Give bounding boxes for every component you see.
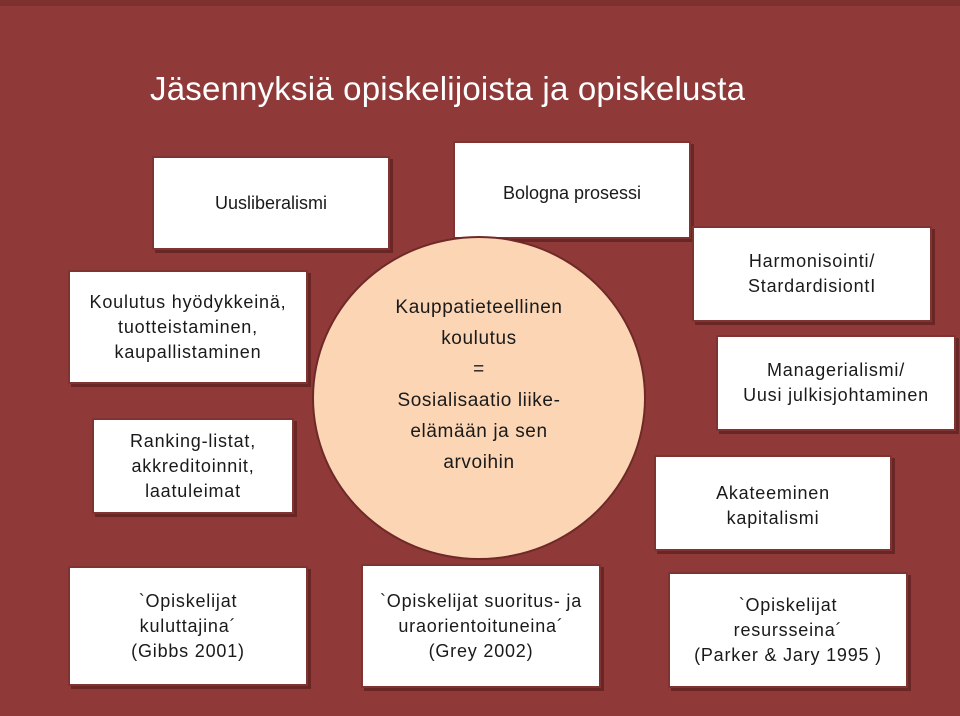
slide-top-border	[0, 0, 960, 6]
center-ellipse-text: Kauppatieteellinen koulutus = Sosialisaatio liike- elämään ja sen arvoihin	[395, 297, 563, 473]
box-akateeminen-kapitalismi	[654, 455, 892, 551]
slide-title: Jäsennyksiä opiskelijoista ja opiskelusta	[150, 70, 746, 107]
box-managerialismi-text: Managerialismi/ Uusi julkisjohtaminen	[743, 360, 929, 405]
box-ranking-listat	[92, 418, 294, 514]
box-ranking-text: Ranking-listat, akkreditoinnit, laatuleimat	[129, 430, 257, 501]
box-bologna-prosessi	[453, 141, 691, 239]
box-koulutus-text: Koulutus hyödykkeinä, tuotteistaminen, kaupallistaminen	[89, 291, 287, 362]
center-ellipse	[312, 236, 646, 560]
box-resursseina-text: `Opiskelijat resursseina´ (Parker & Jary 1995 )	[694, 594, 882, 665]
box-opiskelijat-resursseina	[668, 572, 908, 688]
box-managerialismi	[716, 335, 956, 431]
box-opiskelijat-kuluttajina	[68, 566, 308, 686]
box-opiskelijat-suoritus	[361, 564, 601, 688]
box-koulutus-hyodykkeina	[68, 270, 308, 384]
box-akateeminen-text: Akateeminen kapitalismi	[716, 483, 830, 528]
box-bologna-text: Bologna prosessi	[502, 183, 642, 203]
box-suoritus-text: `Opiskelijat suoritus- ja uraorientoituneina´ (Grey 2002)	[379, 590, 583, 661]
box-uusliberalismi	[152, 156, 390, 250]
box-harmonisointi-text: Harmonisointi/ StardardisiontI	[747, 251, 877, 296]
box-uusliberalismi-text: Uusliberalismi	[214, 192, 328, 213]
box-harmonisointi	[692, 226, 932, 322]
box-kuluttajina-text: `Opiskelijat kuluttajina´ (Gibbs 2001)	[131, 590, 245, 661]
